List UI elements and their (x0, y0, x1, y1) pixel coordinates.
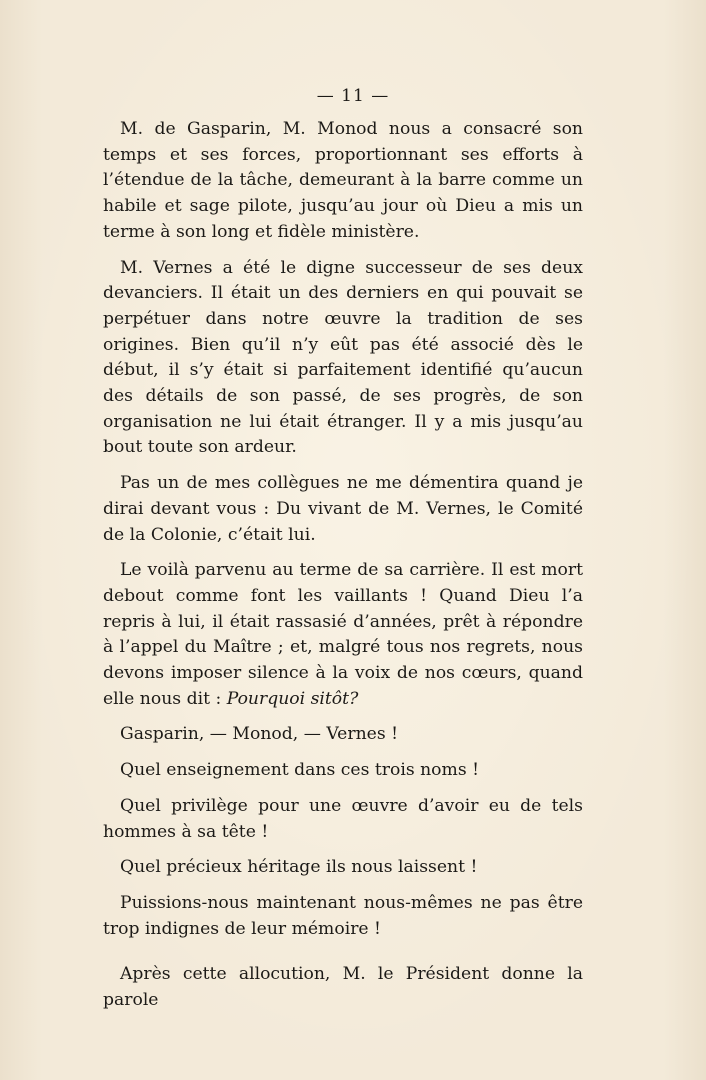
page-number: — 11 — (316, 86, 390, 106)
paragraph-teaching: Quel enseignement dans ces trois noms ! (120, 760, 480, 781)
paragraph-privilege: Quel privilège pour une œuvre d’avoir eu de tels hommes à sa tête ! (103, 795, 583, 842)
paragraph-end-of-career (103, 558, 583, 712)
paragraph-three-names-list: Gasparin, — Monod, — Vernes ! (120, 724, 399, 745)
body-text (103, 117, 583, 1024)
italic-question: Pourquoi sitôt? (226, 688, 359, 709)
paragraph-after-speech: Après cette allocution, M. le Président donne la parole (103, 964, 583, 1011)
paragraph-gasparin-monod: M. de Gasparin, M. Monod nous a consacré son temps et ses forces, proportionnant ses efforts à l’étendue de la tâche, demeurant à la barre comme un habile et sage pilote, jusqu’au jour où Dieu a mis un terme à son long et fidèle ministère. (103, 119, 583, 242)
paragraph-worthy-memory: Puissions-nous maintenant nous-mêmes ne pas être trop indignes de leur mémoire ! (103, 892, 583, 939)
paragraph-colleagues: Pas un de mes collègues ne me démentira quand je dirai devant vous : Du vivant de M. Vernes, le Comité de la Colonie, c’était lui. (103, 473, 583, 545)
paragraph-vernes-successor: M. Vernes a été le digne successeur de ses deux devanciers. Il était un des derniers en qui pouvait se perpétuer dans notre œuvre la tradition de ses origines. Bien qu’il n’y eût pas été associé dès le début, il s’y était si parfaitement identifié qu’aucun des détails de son passé, de ses progrès, de son organisation ne lui était étranger. Il y a mis jusqu’au bout toute son ardeur. (103, 257, 583, 458)
paragraph-end-of-career-text: Le voilà parvenu au terme de sa carrière. Il est mort debout comme font les vaillants ! Quand Dieu l’a repris à lui, il était rassasié d’années, prêt à répondre à l’appel du Maître ; et, malgré tous nos regrets, nous devons imposer silence à la voix de nos cœurs, quand elle nous dit : (103, 560, 583, 709)
paragraph-heritage: Quel précieux héritage ils nous laissent ! (120, 857, 478, 878)
